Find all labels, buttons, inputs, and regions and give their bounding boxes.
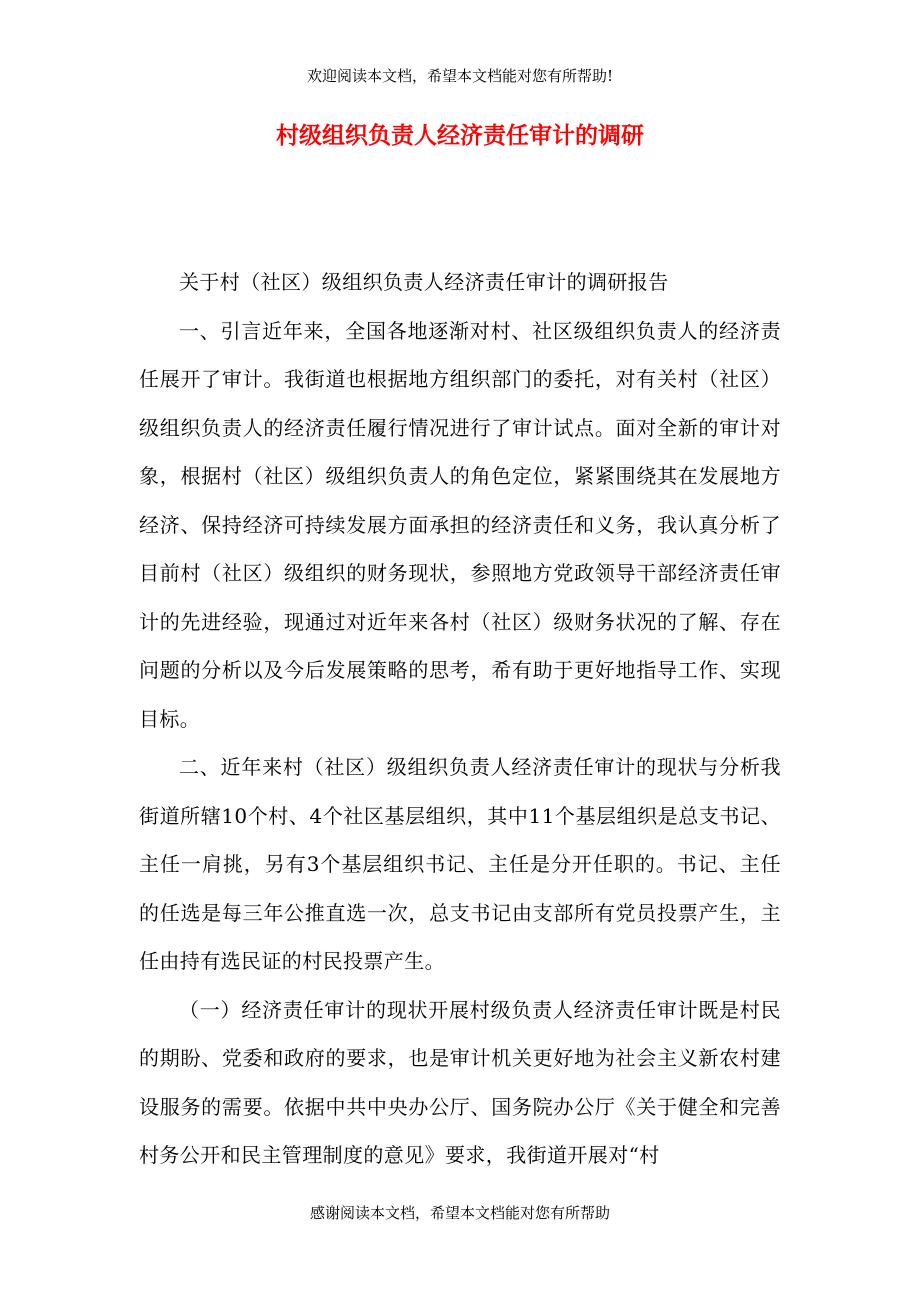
header-note: 欢迎阅读本文档，希望本文档能对您有所帮助! xyxy=(306,67,614,85)
footer-note: 感谢阅读本文档，希望本文档能对您有所帮助 xyxy=(309,1204,610,1222)
body-paragraph: 二、近年来村（社区）级组织负责人经济责任审计的现状与分析我街道所辖10个村、4个社区基层组织，其中11个基层组织是总支书记、主任一肩挑，另有3个基层组织书记、主任是分开任职的。书记、主任的任选是每三年公推直选一次，总支书记由支部所有党员投票产生，主任由持有选民证的村民投票产生。 xyxy=(139,755,781,973)
document-title: 村级组织负责人经济责任审计的调研 xyxy=(276,122,644,149)
body-paragraph: 一、引言近年来，全国各地逐渐对村、社区级组织负责人的经济责任展开了审计。我街道也根据地方组织部门的委托，对有关村（社区）级组织负责人的经济责任履行情况进行了审计试点。面对全新的审计对象，根据村（社区）级组织负责人的角色定位，紧紧围绕其在发展地方经济、保持经济可持续发展方面承担的经济责任和义务，我认真分析了目前村（社区）级组织的财务现状，参照地方党政领导干部经济责任审计的先进经验，现通过对近年来各村（社区）级财务状况的了解、存在问题的分析以及今后发展策略的思考，希有助于更好地指导工作、实现目标。 xyxy=(139,318,781,731)
report-heading-paragraph: 关于村（社区）级组织负责人经济责任审计的调研报告 xyxy=(179,270,669,294)
document-body xyxy=(139,258,781,1180)
body-paragraph: （一）经济责任审计的现状开展村级负责人经济责任审计既是村民的期盼、党委和政府的要求，也是审计机关更好地为社会主义新农村建设服务的需要。依据中共中央办公厅、国务院办公厅《关于健全和完善村务公开和民主管理制度的意见》要求，我街道开展对“村 xyxy=(139,997,781,1167)
